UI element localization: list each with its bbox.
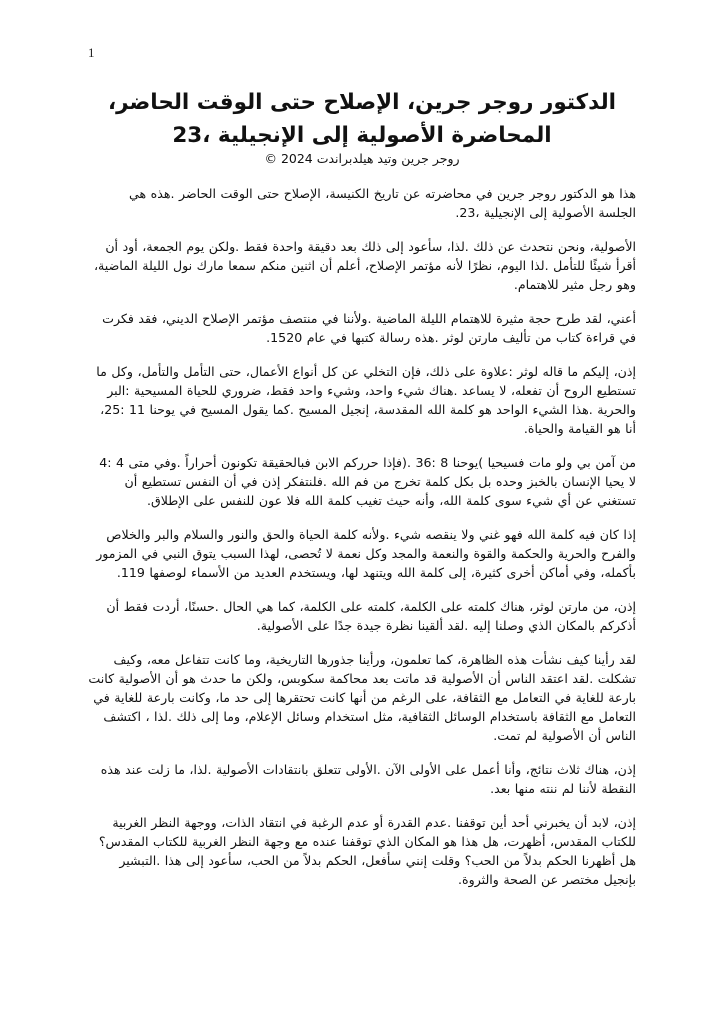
paragraph: إذن، إليكم ما قاله لوثر :علاوة على ذلك، فإن التخلي عن كل أنواع الأعمال، حتى التأمل والتأمل، وكل ما تستطيع الروح أن تفعله، لا يساعد .هناك شيء واحد، وشيء واحد فقط، ضروري للحياة المسيحية :البر والحرية .هذا الشيء الواحد هو كلمة الله المقدسة، إنجيل المسيح .كما يقول المسيح في يوحنا 11 :25، أنا هو القيامة والحياة.: [96, 363, 636, 437]
paragraph: من آمن بي ولو مات فسيحيا )يوحنا 8 :36 .(فإذا حرركم الابن فبالحقيقة تكونون أحراراً .وفي متى 4 :4 لا يحيا الإنسان بالخبز وحده بل بكل كلمة تخرج من فم الله .فلنتفكر إذن في أن النفس تستطيع أن تستغني عن أي شيء سوى كلمة الله، وأنه حيث تغيب كلمة الله فلا عون للنفس على الإطلاق.: [99, 454, 636, 509]
paragraph: إذن، من مارتن لوثر، هناك كلمته على الكلمة، كلمته على الكلمة، كما هي الحال .حسنًا، أردت فقط أن أذكركم بالمكان الذي وصلنا إليه .لقد ألقينا نظرة جيدة جدًا على الأصولية.: [106, 598, 636, 633]
paragraph: هذا هو الدكتور روجر جرين في محاضرته عن تاريخ الكنيسة، الإصلاح حتى الوقت الحاضر .هذه هي الجلسة الأصولية إلى الإنجيلية ،23.: [129, 186, 636, 221]
paragraph: الأصولية، ونحن نتحدث عن ذلك .لذا، سأعود إلى ذلك بعد دقيقة واحدة فقط .ولكن يوم الجمعة، أود أن أقرأ شيئًا للتأمل .لذا اليوم، نظرًا لأنه مؤتمر الإصلاح، أعلم أن اثنين منكم سمعا مارك نول الليلة الماضية، وهو رجل مثير للاهتمام.: [93, 238, 636, 293]
paragraph: إذا كان فيه كلمة الله فهو غني ولا ينقصه شيء .ولأنه كلمة الحياة والحق والنور والسلام والبر والخلاص والفرح والحرية والحكمة والقوة والنعمة والمجد وكل نعمة لا تُحصى، لهذا السبب يتوق النبي في المزمور بأكمله، وفي أماكن أخرى كثيرة، إلى كلمة الله ويتنهد لها، ويستخدم العديد من الأسماء لوصفها 119.: [96, 526, 636, 581]
page-number: 1: [88, 45, 95, 60]
copyright-line: روجر جرين وتيد هيلدبراندت 2024 ©: [264, 151, 460, 166]
paragraph: لقد رأينا كيف نشأت هذه الظاهرة، كما تعلمون، ورأينا جذورها التاريخية، وما كانت تتفاعل معه، وكيف تشكلت .لقد اعتقد الناس أن الأصولية قد ماتت بعد محاكمة سكوبس، ولكن ما حدث هو أن الأصولية كانت بارعة للغاية في التعامل مع الثقافة، على الرغم من أنها كانت تحتقرها إلى حد ما، وكانت بارعة للغاية في التعامل مع الثقافة باستخدام الوسائل الثقافية، مثل استخدام وسائل الإعلام، وما إلى ذلك .لذا ، اكتشف الناس أن الأصولية لم تمت.: [88, 651, 636, 744]
document-title: الدكتور روجر جرين، الإصلاح حتى الوقت الحاضر، المحاضرة الأصولية إلى الإنجيلية ،23: [107, 90, 617, 148]
paragraph: أعني، لقد طرح حجة مثيرة للاهتمام الليلة الماضية .ولأننا في منتصف مؤتمر الإصلاح الديني، فقد فكرت في قراءة كتاب من تأليف مارتن لوثر .هذه رسالة كتبها في عام 1520.: [102, 310, 636, 345]
paragraph: إذن، لابد أن يخبرني أحد أين توقفنا .عدم القدرة أو عدم الرغبة في انتقاد الذات، ووجهة النظر الغربية للكتاب المقدس، أظهرت، هل هذا هو المكان الذي توقفنا عنده مع وجهة النظر الغربية للكتاب المقدس؟ هل أظهرنا الحكم بدلاً من الحب؟ وقلت إنني سأفعل، الحكم بدلاً من الحب، سأعود إلى هذا .التبشير بإنجيل مختصر عن الصحة والثروة.: [98, 814, 636, 888]
transcript-body: [88, 184, 636, 904]
paragraph: إذن، هناك ثلاث نتائج، وأنا أعمل على الأولى الآن .الأولى تتعلق بانتقادات الأصولية .لذا، ما زلت عند هذه النقطة لأننا لم ننته منها بعد.: [100, 762, 636, 797]
